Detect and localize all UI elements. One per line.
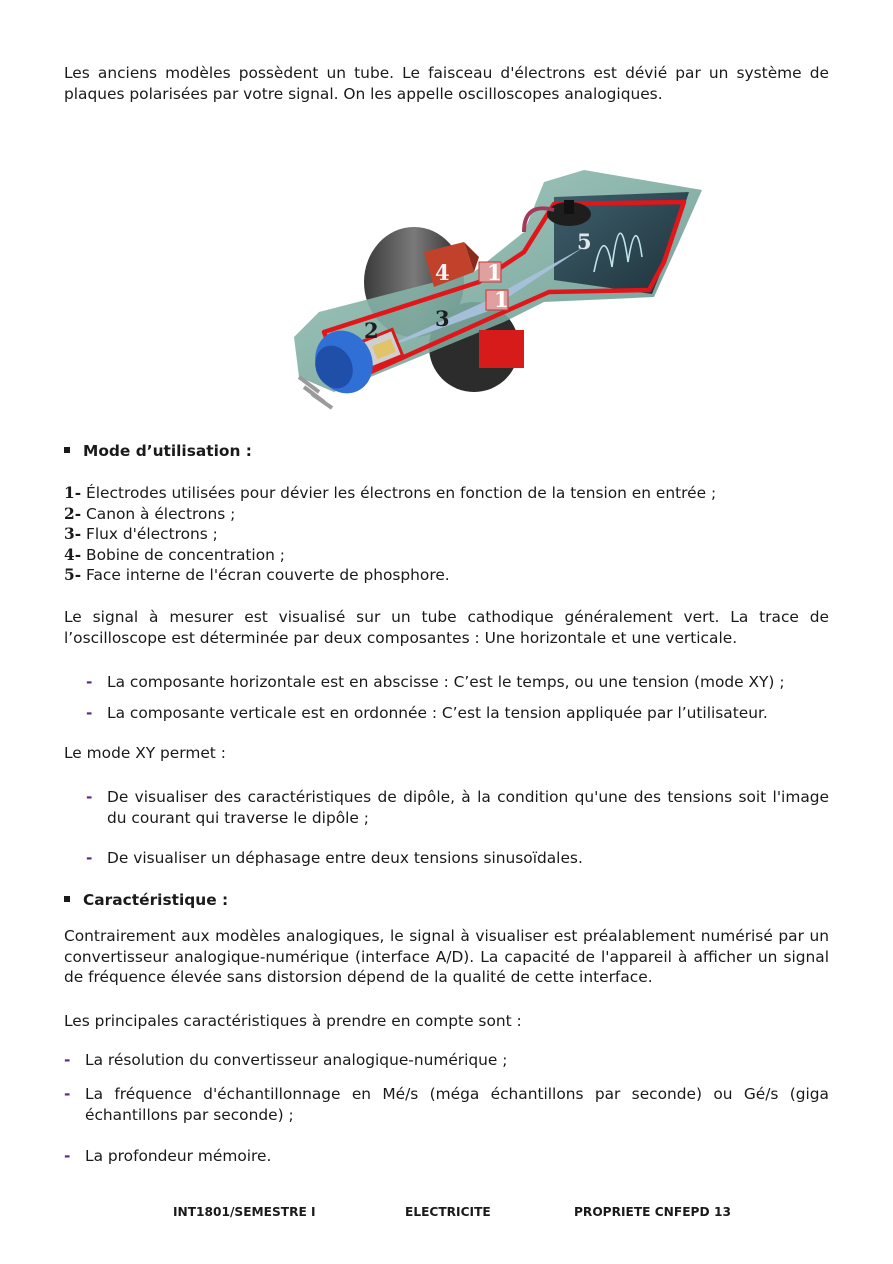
square-bullet-icon [64, 896, 70, 902]
carac-intro: Les principales caractéristiques à prendre en compte sont : [64, 1012, 522, 1030]
mode-heading-text: Mode d’utilisation : [83, 442, 252, 460]
dash-bullet-icon: - [86, 704, 93, 722]
mode-heading [64, 441, 252, 461]
carac-heading [64, 890, 228, 910]
label-1-bottom: 1 [494, 287, 509, 312]
dash-bullet-icon: - [64, 1147, 71, 1165]
xy-intro: Le mode XY permet : [64, 744, 226, 762]
dash-bullet-icon: - [64, 1085, 71, 1103]
list-item: 4- Bobine de concentration ; [64, 545, 285, 564]
label-2: 2 [364, 318, 379, 343]
list-item: 5- Face interne de l'écran couverte de phosphore. [64, 566, 450, 585]
footer-owner: PROPRIETE CNFEPD [574, 1205, 710, 1219]
dash-bullet-icon: - [86, 849, 93, 867]
list-item: 1- Électrodes utilisées pour dévier les électrons en fonction de la tension en entrée ; [64, 484, 717, 502]
footer-code: INT1801/SEMESTRE I [173, 1205, 316, 1219]
dash-bullet-icon: - [86, 673, 93, 691]
intro-paragraph: Les anciens modèles possèdent un tube. Le faisceau d'électrons est dévié par un système de plaques polarisées par votre signal. On les appelle oscilloscopes analogiques. [64, 64, 829, 103]
page-number: 13 [714, 1205, 731, 1219]
list-item: 2- Canon à électrons ; [64, 504, 236, 523]
crt-tube-svg [224, 162, 704, 412]
label-1-top: 1 [487, 260, 502, 285]
component-list [64, 483, 716, 586]
footer-subject: ELECTRICITE [405, 1205, 491, 1219]
dash-bullet-icon: - [86, 788, 93, 806]
label-4: 4 [435, 260, 450, 285]
yoke-block-shape [479, 330, 524, 368]
crt-tube-illustration [224, 162, 704, 412]
label-3: 3 [435, 306, 450, 331]
signal-paragraph: Le signal à mesurer est visualisé sur un tube cathodique généralement vert. La trace de l’oscilloscope est déterminée par deux composantes : Une horizontale et une verticale. [64, 608, 829, 647]
dash-bullet-icon: - [64, 1051, 71, 1069]
label-5: 5 [577, 229, 592, 254]
carac-heading-text: Caractéristique : [83, 891, 229, 909]
carac-paragraph: Contrairement aux modèles analogiques, le signal à visualiser est préalablement numérisé par un convertisseur analogique-numérique (interface A/D). La capacité de l'appareil à afficher un signal de fréquence élevée sans distorsion dépend de la qualité de cette interface. [64, 927, 829, 986]
list-item: 3- Flux d'électrons ; [64, 525, 218, 544]
square-bullet-icon [64, 447, 70, 453]
